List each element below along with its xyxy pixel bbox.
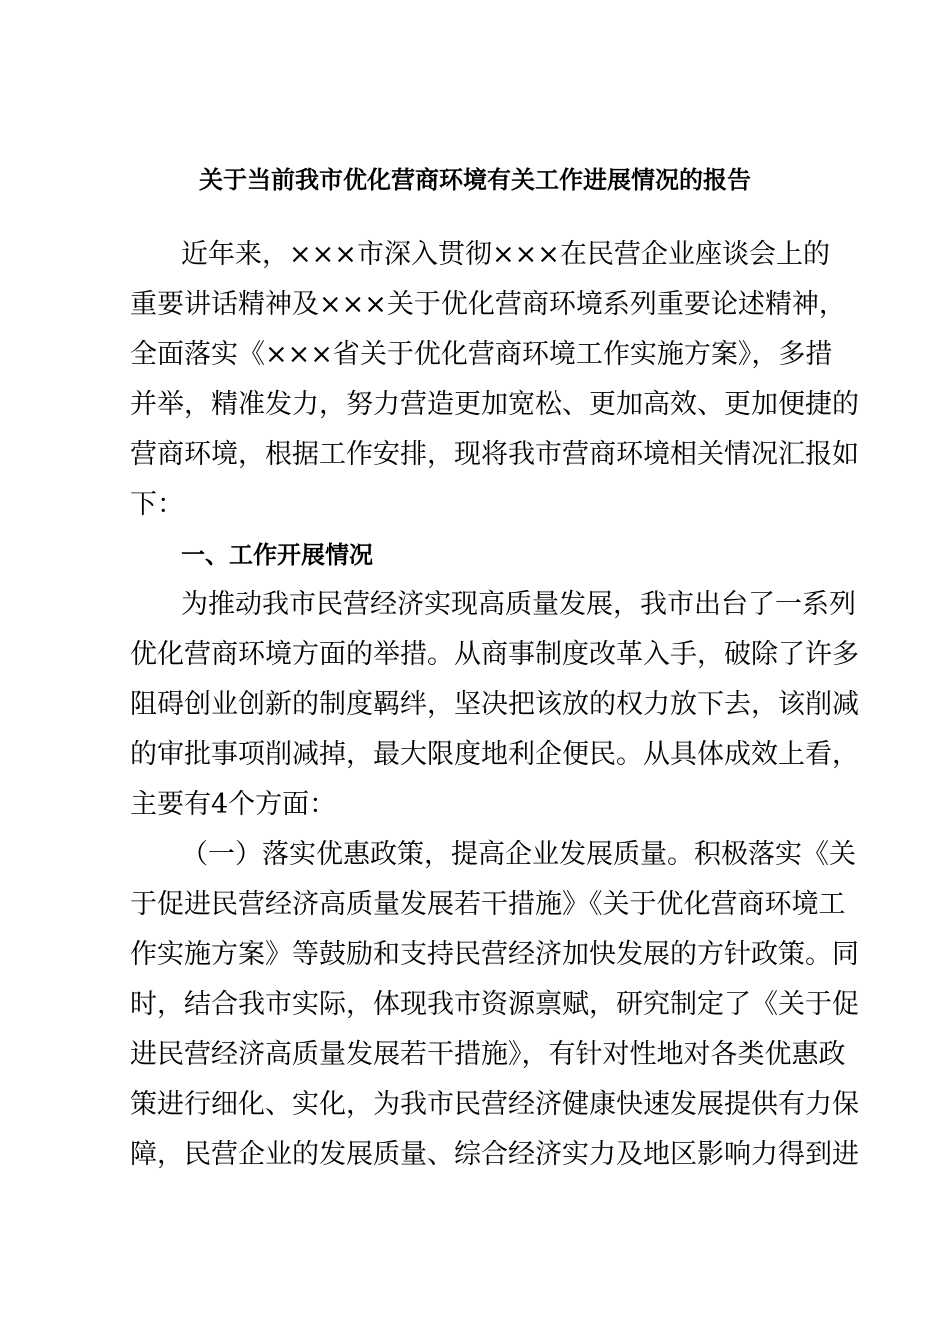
text-line: 为推动我市民营经济实现高质量发展，我市出台了一系列: [181, 589, 856, 620]
text-line: （一）落实优惠政策，提高企业发展质量。积极落实《关: [181, 839, 856, 870]
section-heading: 一、工作开展情况: [181, 540, 373, 569]
text-line: 下：: [130, 489, 184, 520]
text-line: 主要有4个方面：: [130, 789, 337, 820]
text-line: 时，结合我市实际，体现我市资源禀赋，研究制定了《关于促: [130, 989, 859, 1020]
text-line: 营商环境，根据工作安排，现将我市营商环境相关情况汇报如: [130, 439, 859, 470]
text-line: 优化营商环境方面的举措。从商事制度改革入手，破除了许多: [130, 639, 859, 670]
text-line: 的审批事项削减掉，最大限度地利企便民。从具体成效上看，: [130, 739, 859, 770]
text-line: 阻碍创业创新的制度羁绊，坚决把该放的权力放下去，该削减: [130, 689, 859, 720]
document-title: 关于当前我市优化营商环境有关工作进展情况的报告: [199, 165, 751, 194]
text-line: 全面落实《×××省关于优化营商环境工作实施方案》，多措: [130, 339, 833, 370]
text-line: 策进行细化、实化，为我市民营经济健康快速发展提供有力保: [130, 1089, 859, 1120]
text-line: 进民营经济高质量发展若干措施》，有针对性地对各类优惠政: [130, 1039, 846, 1070]
text-line: 重要讲话精神及×××关于优化营商环境系列重要论述精神，: [130, 289, 846, 320]
text-line: 并举，精准发力，努力营造更加宽松、更加高效、更加便捷的: [130, 389, 859, 420]
text-line: 于促进民营经济高质量发展若干措施》《关于优化营商环境工: [130, 889, 846, 920]
text-line: 障，民营企业的发展质量、综合经济实力及地区影响力得到进: [130, 1139, 859, 1170]
text-line: 近年来，×××市深入贯彻×××在民营企业座谈会上的: [181, 239, 830, 270]
text-line: 作实施方案》等鼓励和支持民营经济加快发展的方针政策。同: [130, 939, 859, 970]
